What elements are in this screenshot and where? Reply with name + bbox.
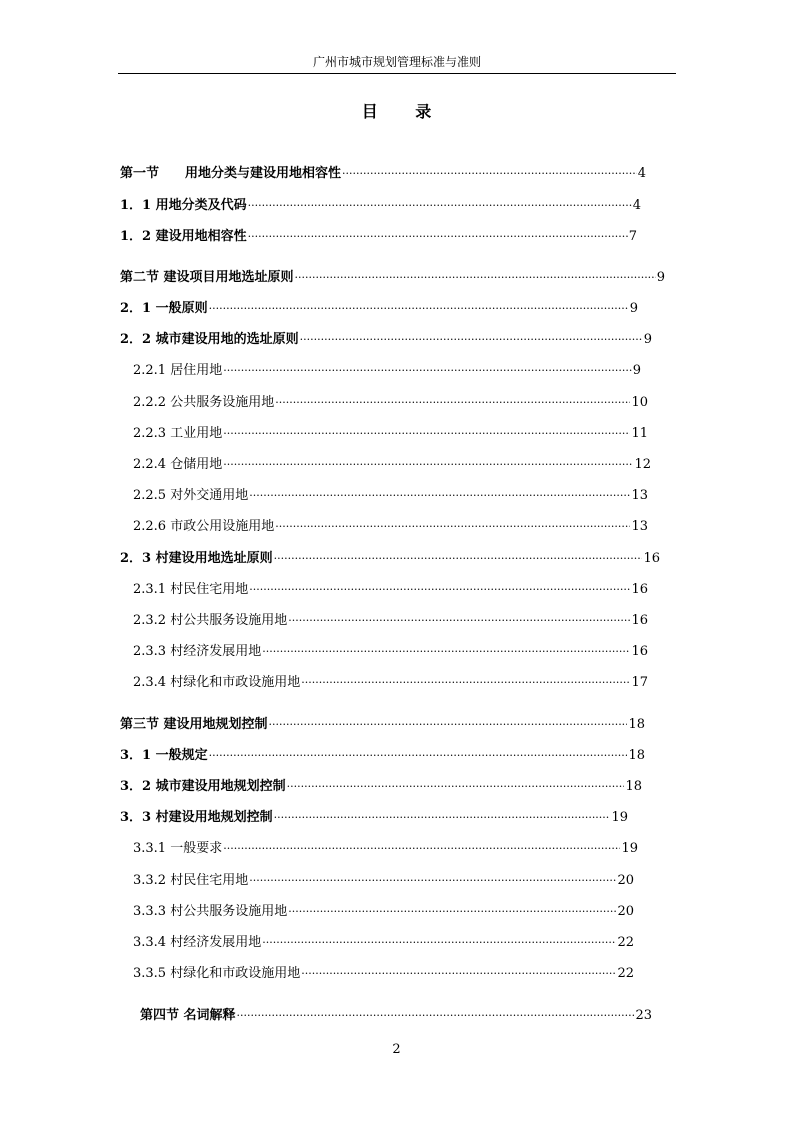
toc-entry-page: 16 <box>631 582 648 597</box>
toc-dot-leader <box>295 268 656 288</box>
page-title: 目 录 <box>361 102 448 121</box>
toc-entry[interactable] <box>120 227 637 247</box>
toc-entry-page: 16 <box>643 551 660 566</box>
toc-entry-page: 9 <box>629 301 638 316</box>
toc-dot-leader <box>223 361 632 381</box>
toc-entry-page: 16 <box>631 644 648 659</box>
toc-entry-page: 20 <box>617 904 634 919</box>
toc-entry-label: 1．1 用地分类及代码 <box>120 198 247 213</box>
toc-dot-leader <box>274 549 643 569</box>
toc-entry-label: 2.2.6 市政公用设施用地 <box>133 519 275 534</box>
toc-entry[interactable] <box>133 902 634 922</box>
running-header: 广州市城市规划管理标准与准则 <box>312 55 481 69</box>
toc-entry[interactable] <box>120 549 660 569</box>
toc-entry-label: 第一节 用地分类与建设用地相容性 <box>120 166 342 181</box>
toc-entry-page: 4 <box>632 198 641 213</box>
toc-dot-leader <box>288 902 616 922</box>
toc-entry[interactable] <box>133 361 641 381</box>
toc-entry-page: 4 <box>637 166 646 181</box>
toc-entry-label: 2.2.1 居住用地 <box>133 363 223 378</box>
toc-entry-page: 19 <box>611 810 628 825</box>
toc-entry-page: 20 <box>617 873 634 888</box>
toc-entry[interactable] <box>133 871 634 891</box>
toc-dot-leader <box>237 1006 635 1026</box>
toc-entry-label: 2.2.3 工业用地 <box>133 426 223 441</box>
toc-dot-leader <box>300 330 643 350</box>
toc-entry-page: 22 <box>617 966 634 981</box>
toc-entry-label: 第三节 建设用地规划控制 <box>120 717 268 732</box>
toc-entry-label: 3．3 村建设用地规划控制 <box>120 810 273 825</box>
toc-entry-label: 3.3.4 村经济发展用地 <box>133 935 262 950</box>
toc-entry-page: 18 <box>628 748 645 763</box>
toc-entry-page: 23 <box>635 1008 652 1023</box>
toc-entry[interactable] <box>133 424 648 444</box>
toc-entry-label: 3.3.5 村绿化和市政设施用地 <box>133 966 301 981</box>
toc-entry[interactable] <box>133 455 651 475</box>
toc-entry-label: 3．1 一般规定 <box>120 748 208 763</box>
toc-entry[interactable] <box>133 517 648 537</box>
toc-dot-leader <box>223 839 620 859</box>
toc-entry-label: 3．2 城市建设用地规划控制 <box>120 779 286 794</box>
toc-dot-leader <box>287 777 625 797</box>
toc-dot-leader <box>249 871 616 891</box>
toc-entry-page: 13 <box>631 488 648 503</box>
toc-entry-label: 第四节 名词解释 <box>140 1008 236 1023</box>
toc-dot-leader <box>209 746 628 766</box>
toc-entry[interactable] <box>120 777 642 797</box>
toc-entry-label: 2.3.4 村绿化和市政设施用地 <box>133 675 301 690</box>
toc-entry[interactable] <box>120 164 646 184</box>
toc-entry[interactable] <box>133 839 638 859</box>
toc-entry-page: 18 <box>625 779 642 794</box>
toc-entry-label: 3.3.1 一般要求 <box>133 841 223 856</box>
toc-entry-page: 18 <box>628 717 645 732</box>
toc-dot-leader <box>275 517 630 537</box>
toc-entry-label: 2.3.2 村公共服务设施用地 <box>133 613 288 628</box>
toc-entry-label: 2．2 城市建设用地的选址原则 <box>120 332 299 347</box>
toc-entry[interactable] <box>133 964 634 984</box>
toc-dot-leader <box>248 227 628 247</box>
toc-entry[interactable] <box>120 808 628 828</box>
toc-dot-leader <box>223 424 630 444</box>
toc-entry-page: 13 <box>631 519 648 534</box>
toc-entry-label: 2.2.5 对外交通用地 <box>133 488 249 503</box>
toc-entry[interactable] <box>133 642 648 662</box>
toc-entry[interactable] <box>133 673 648 693</box>
toc-entry-label: 1．2 建设用地相容性 <box>120 229 247 244</box>
toc-dot-leader <box>248 196 632 216</box>
toc-entry[interactable] <box>120 746 645 766</box>
page-number: 2 <box>392 1042 401 1057</box>
toc-dot-leader <box>288 611 630 631</box>
toc-entry[interactable] <box>140 1006 652 1026</box>
toc-entry-label: 3.3.2 村民住宅用地 <box>133 873 249 888</box>
toc-entry-page: 16 <box>631 613 648 628</box>
toc-entry[interactable] <box>133 611 648 631</box>
toc-entry-label: 2．1 一般原则 <box>120 301 208 316</box>
toc-entry-page: 12 <box>634 457 651 472</box>
toc-entry[interactable] <box>120 715 645 735</box>
toc-entry[interactable] <box>120 268 665 288</box>
toc-entry-page: 19 <box>621 841 638 856</box>
toc-entry-label: 2.3.1 村民住宅用地 <box>133 582 249 597</box>
toc-dot-leader <box>301 964 616 984</box>
toc-dot-leader <box>275 393 630 413</box>
toc-entry-label: 2．3 村建设用地选址原则 <box>120 551 273 566</box>
toc-dot-leader <box>249 580 630 600</box>
toc-dot-leader <box>262 642 630 662</box>
toc-entry-label: 第二节 建设项目用地选址原则 <box>120 270 294 285</box>
toc-entry-page: 9 <box>656 270 665 285</box>
toc-entry[interactable] <box>120 330 652 350</box>
toc-dot-leader <box>209 299 629 319</box>
toc-entry-page: 11 <box>631 426 648 441</box>
toc-entry-page: 7 <box>628 229 637 244</box>
toc-entry-label: 3.3.3 村公共服务设施用地 <box>133 904 288 919</box>
toc-dot-leader <box>249 486 630 506</box>
toc-entry[interactable] <box>133 393 648 413</box>
toc-dot-leader <box>274 808 611 828</box>
toc-entry[interactable] <box>120 299 638 319</box>
toc-entry-label: 2.2.2 公共服务设施用地 <box>133 395 275 410</box>
toc-dot-leader <box>269 715 628 735</box>
toc-entry[interactable] <box>133 580 648 600</box>
toc-entry-page: 9 <box>643 332 652 347</box>
toc-entry[interactable] <box>120 196 641 216</box>
toc-entry-page: 22 <box>617 935 634 950</box>
toc-dot-leader <box>301 673 630 693</box>
toc-entry-page: 9 <box>632 363 641 378</box>
toc-entry-page: 10 <box>631 395 648 410</box>
toc-dot-leader <box>223 455 633 475</box>
toc-dot-leader <box>262 933 616 953</box>
toc-entry[interactable] <box>133 486 648 506</box>
toc-dot-leader <box>342 164 637 184</box>
toc-entry-label: 2.3.3 村经济发展用地 <box>133 644 262 659</box>
toc-entry-page: 17 <box>631 675 648 690</box>
toc-entry[interactable] <box>133 933 634 953</box>
toc-entry-label: 2.2.4 仓储用地 <box>133 457 223 472</box>
